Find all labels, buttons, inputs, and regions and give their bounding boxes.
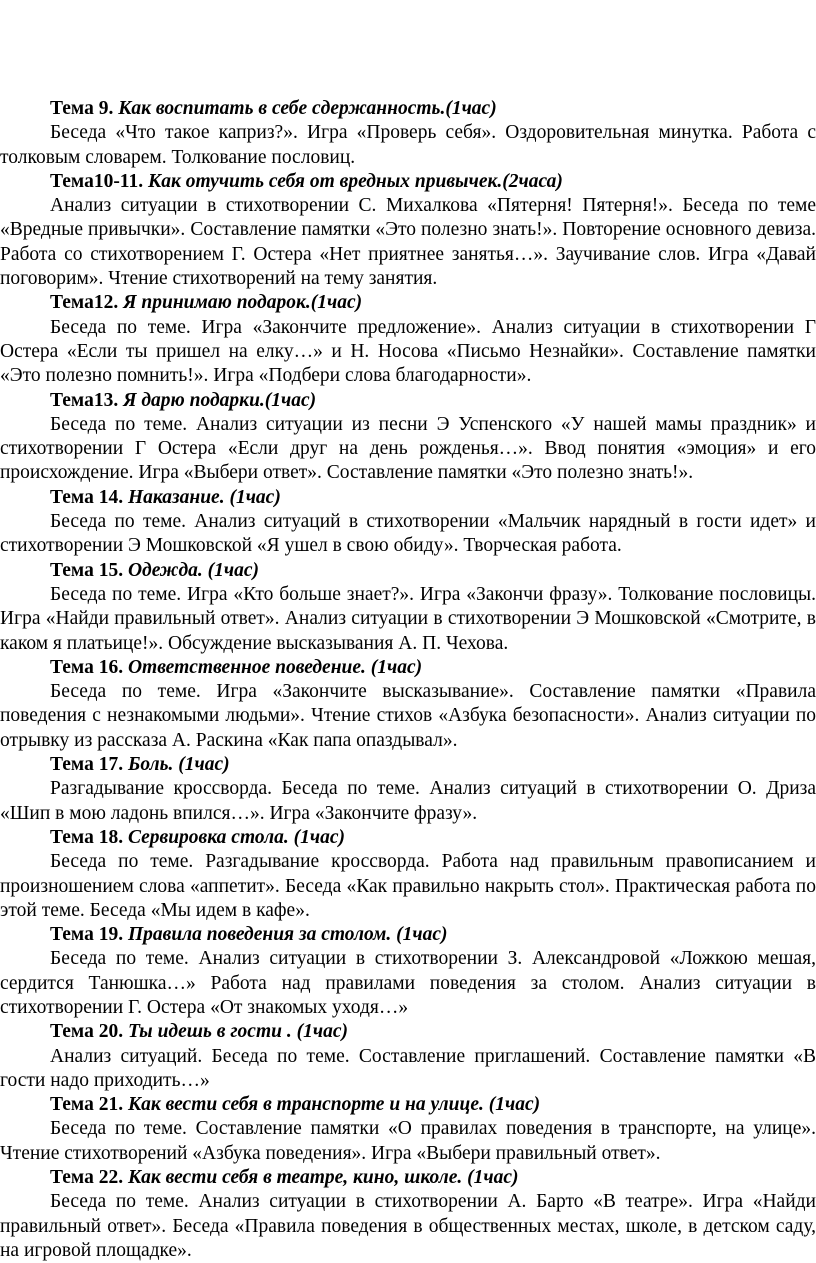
topic-title: Как отучить себя от вредных привычек.(2часа) bbox=[148, 170, 563, 192]
topic-number: Тема12. bbox=[50, 292, 119, 314]
topic-description: Беседа по теме. Составление памятки «О правилах поведения в транспорте, на улице». Чтение стихотворений «Азбука поведения». Игра «Выбери правильный ответ». bbox=[0, 1118, 816, 1164]
topic-21 bbox=[0, 1093, 816, 1166]
topic-20 bbox=[0, 1020, 816, 1093]
topic-number: Тема 20. bbox=[50, 1021, 124, 1043]
topic-title: Как вести себя в транспорте и на улице. (1час) bbox=[127, 1094, 541, 1116]
topic-heading bbox=[0, 656, 816, 680]
topic-16 bbox=[0, 656, 816, 753]
topic-number: Тема 17. bbox=[50, 754, 124, 776]
topic-description: Беседа по теме. Анализ ситуации из песни Э Успенского «У нашей мамы праздник» и стихотворении Г Остера «Если друг на день рожденья…». Ввод понятия «эмоция» и его происхождение. Игра «Выбери ответ». Составление памятки «Это полезно знать!». bbox=[0, 413, 816, 484]
topic-number: Тема 18. bbox=[50, 826, 124, 848]
topic-heading bbox=[0, 170, 816, 194]
topic-heading bbox=[0, 753, 816, 777]
topic-15 bbox=[0, 559, 816, 656]
topic-9 bbox=[0, 97, 816, 170]
topic-10-11 bbox=[0, 170, 816, 291]
topic-title: Я дарю подарки.(1час) bbox=[123, 389, 317, 411]
topic-18 bbox=[0, 826, 816, 923]
topic-title: Сервировка стола. (1час) bbox=[127, 826, 346, 848]
topic-title: Ответственное поведение. (1час) bbox=[127, 656, 423, 678]
document-page bbox=[0, 97, 816, 1263]
topic-heading bbox=[0, 291, 816, 315]
topic-title: Как вести себя в театре, кино, школе. (1час) bbox=[127, 1167, 519, 1189]
topic-12 bbox=[0, 291, 816, 388]
topic-number: Тема 21. bbox=[50, 1094, 124, 1116]
topic-title: Как воспитать в себе сдержанность.(1час) bbox=[118, 98, 497, 119]
topic-heading bbox=[0, 1093, 816, 1117]
topic-description: Анализ ситуаций. Беседа по теме. Составление приглашений. Составление памятки «В гости надо приходить…» bbox=[0, 1045, 816, 1091]
topic-title: Я принимаю подарок.(1час) bbox=[123, 292, 363, 314]
topic-number: Тема 14. bbox=[50, 486, 124, 508]
topic-description: Беседа по теме. Игра «Закончите предложение». Анализ ситуации в стихотворении Г Остера «Если ты пришел на елку…» и Н. Носова «Письмо Незнайки». Составление памятки «Это полезно помнить!». Игра «Подбери слова благодарности». bbox=[0, 316, 816, 387]
topic-heading bbox=[0, 389, 816, 413]
topic-number: Тема 15. bbox=[50, 559, 124, 581]
topic-number: Тема 22. bbox=[50, 1167, 124, 1189]
topic-description: Беседа по теме. Игра «Кто больше знает?». Игра «Закончи фразу». Толкование пословицы. Игра «Найди правильный ответ». Анализ ситуации в стихотворении Э Мошковской «Смотрите, в каком я платьице!». Обсуждение высказывания А. П. Чехова. bbox=[0, 583, 816, 654]
topic-heading bbox=[0, 97, 816, 121]
topic-number: Тема 16. bbox=[50, 656, 124, 678]
topic-number: Тема13. bbox=[50, 389, 119, 411]
topic-17 bbox=[0, 753, 816, 826]
topic-14 bbox=[0, 486, 816, 559]
topic-description: Разгадывание кроссворда. Беседа по теме. Анализ ситуаций в стихотворении О. Дриза «Шип в мою ладонь впился…». Игра «Закончите фразу». bbox=[0, 778, 816, 824]
topic-title: Наказание. (1час) bbox=[127, 486, 281, 508]
topic-description: Беседа «Что такое каприз?». Игра «Проверь себя». Оздоровительная минутка. Работа с толковым словарем. Толкование пословиц. bbox=[0, 122, 816, 168]
topic-description: Беседа по теме. Разгадывание кроссворда. Работа над правильным правописанием и произношением слова «аппетит». Беседа «Как правильно накрыть стол». Практическая работа по этой теме. Беседа «Мы идем в кафе». bbox=[0, 851, 816, 921]
topic-heading bbox=[0, 923, 816, 947]
topic-heading bbox=[0, 486, 816, 510]
topic-number: Тема 19. bbox=[50, 924, 124, 946]
topic-22 bbox=[0, 1166, 816, 1263]
topic-heading bbox=[0, 1020, 816, 1044]
topic-number: Тема10-11 bbox=[50, 170, 139, 192]
topic-description: Анализ ситуации в стихотворении С. Михалкова «Пятерня! Пятерня!». Беседа по теме «Вредные привычки». Составление памятки «Это полезно знать!». Повторение основного девиза. Работа со стихотворением Г. Остера «Нет приятнее занятья…». Заучивание слов. Игра «Давай поговорим». Чтение стихотворений на тему занятия. bbox=[0, 195, 816, 290]
topic-description: Беседа по теме. Анализ ситуации в стихотворении З. Александровой «Ложкою мешая, сердится Танюшка…» Работа над правилами поведения за столом. Анализ ситуации в стихотворении Г. Остера «От знакомых уходя…» bbox=[0, 948, 816, 1018]
topic-description: Беседа по теме. Анализ ситуаций в стихотворении «Мальчик нарядный в гости идет» и стихотворении Э Мошковской «Я ушел в свою обиду». Творческая работа. bbox=[0, 511, 816, 557]
topic-heading bbox=[0, 1166, 816, 1190]
topic-19 bbox=[0, 923, 816, 1020]
topic-description: Беседа по теме. Анализ ситуации в стихотворении А. Барто «В театре». Игра «Найди правильный ответ». Беседа «Правила поведения в общественных местах, школе, в детском саду, на игровой площадке». bbox=[0, 1191, 816, 1261]
topic-heading bbox=[0, 826, 816, 850]
topic-title: Одежда. (1час) bbox=[127, 559, 259, 581]
topic-title: Боль. (1час) bbox=[127, 754, 230, 776]
topic-description: Беседа по теме. Игра «Закончите высказывание». Составление памятки «Правила поведения с незнакомыми людьми». Чтение стихов «Азбука безопасности». Анализ ситуации по отрывку из рассказа А. Раскина «Как папа опаздывал». bbox=[0, 681, 816, 751]
topic-title: Ты идешь в гости . (1час) bbox=[127, 1021, 348, 1043]
topic-number: Тема 9. bbox=[50, 98, 114, 119]
heading-separator: . bbox=[138, 170, 148, 192]
topic-13 bbox=[0, 389, 816, 486]
topic-heading bbox=[0, 559, 816, 583]
topic-title: Правила поведения за столом. (1час) bbox=[127, 924, 448, 946]
